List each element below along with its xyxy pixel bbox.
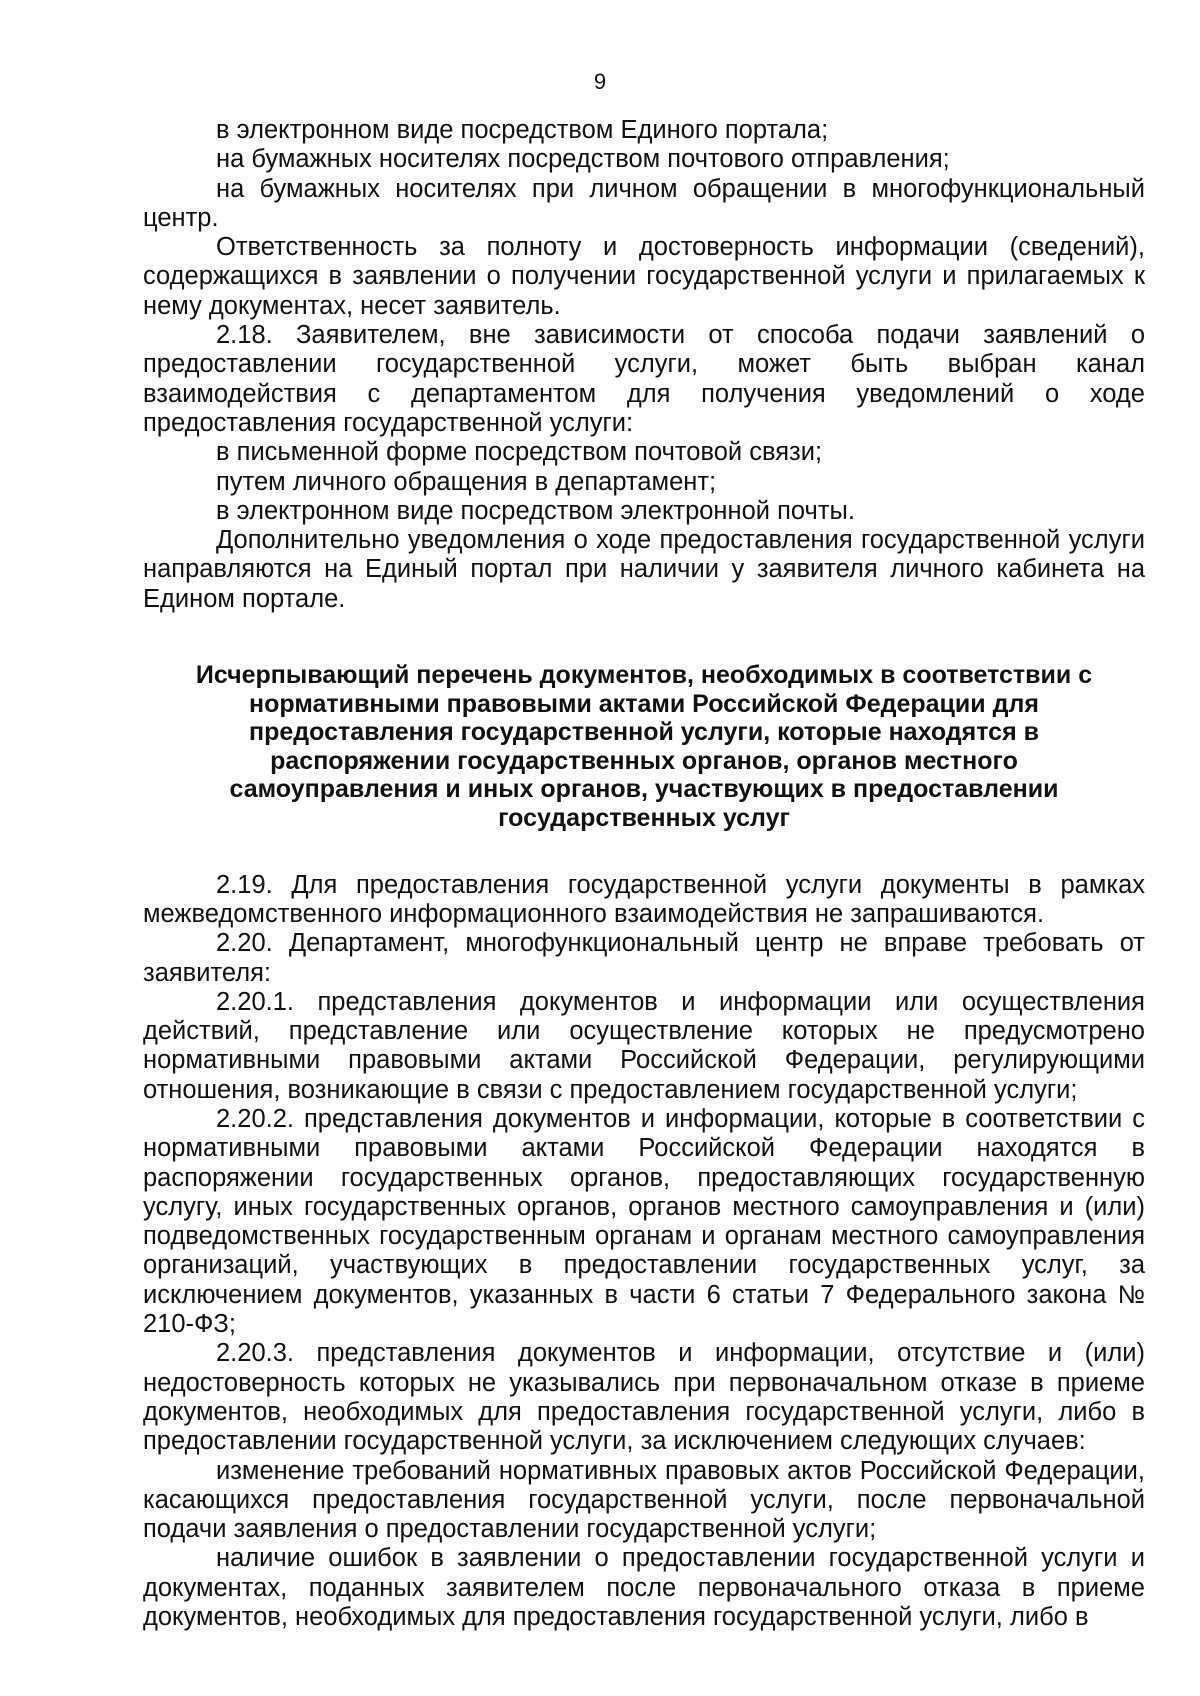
paragraph: Дополнительно уведомления о ходе предоставления государственной услуги направляются на Единый портал при наличии у заявителя личного кабинета на Едином портале. (143, 526, 1145, 613)
paragraph: на бумажных носителях посредством почтового отправления; (216, 145, 950, 174)
paragraph: 2.20. Департамент, многофункциональный центр не вправе требовать от заявителя: (143, 929, 1145, 987)
paragraph: 2.20.1. представления документов и информации или осуществления действий, представление или осуществление которых не предусмотрено нормативными правовыми актами Российской Федерации, регулирующими отношения, возникающие в связи с предоставлением государственной услуги; (143, 987, 1145, 1104)
paragraph: Ответственность за полноту и достоверность информации (сведений), содержащихся в заявлении о получении государственной услуги и прилагаемых к нему документах, несет заявитель. (143, 233, 1145, 320)
paragraph: 2.20.2. представления документов и информации, которые в соответствии с нормативными правовыми актами Российской Федерации находятся в распоряжении государственных органов, предоставляющих государственную услугу, иных государственных органов, органов местного самоуправления и (или) подведомственных государственным органам и органам местного самоуправления организаций, участвующих в предоставлении государственных услуг, за исключением документов, указанных в части 6 статьи 7 Федерального закона № 210-ФЗ; (143, 1104, 1145, 1339)
paragraph: в электронном виде посредством Единого портала; (216, 116, 829, 144)
section-heading: Исчерпывающий перечень документов, необходимых в соответствии с нормативными правовыми актами Российской Федерации для предоставления государственной услуги, которые находятся в распоряжении государственных органов, органов местного самоуправления и иных органов, участвующих в предоставлении государственных услуг (195, 661, 1093, 833)
page-number: 9 (593, 69, 607, 94)
paragraph: 2.20.3. представления документов и информации, отсутствие и (или) недостоверность которых не указывались при первоначальном отказе в приеме документов, необходимых для предоставления государственной услуги, либо в предоставлении государственной услуги, за исключением следующих случаев: (143, 1339, 1145, 1456)
document-body (143, 116, 1145, 1632)
paragraph: изменение требований нормативных правовых актов Российской Федерации, касающихся предоставления государственной услуги, после первоначальной подачи заявления о предоставлении государственной услуги; (143, 1456, 1145, 1544)
paragraph: в электронном виде посредством электронной почты. (216, 496, 855, 525)
paragraph: путем личного обращения в департамент; (216, 467, 717, 496)
paragraph: 2.19. Для предоставления государственной услуги документы в рамках межведомственного информационного взаимодействия не запрашиваются. (143, 870, 1145, 928)
paragraph: на бумажных носителях при личном обращении в многофункциональный центр. (143, 174, 1145, 232)
paragraph: в письменной форме посредством почтовой связи; (216, 438, 823, 467)
paragraph: наличие ошибок в заявлении о предоставлении государственной услуги и документах, поданных заявителем после первоначального отказа в приеме документов, необходимых для предоставления государственной услуги, либо в (143, 1544, 1145, 1632)
paragraph: 2.18. Заявителем, вне зависимости от способа подачи заявлений о предоставлении государственной услуги, может быть выбран канал взаимодействия с департаментом для получения уведомлений о ходе предоставления государственной услуги: (143, 321, 1145, 437)
